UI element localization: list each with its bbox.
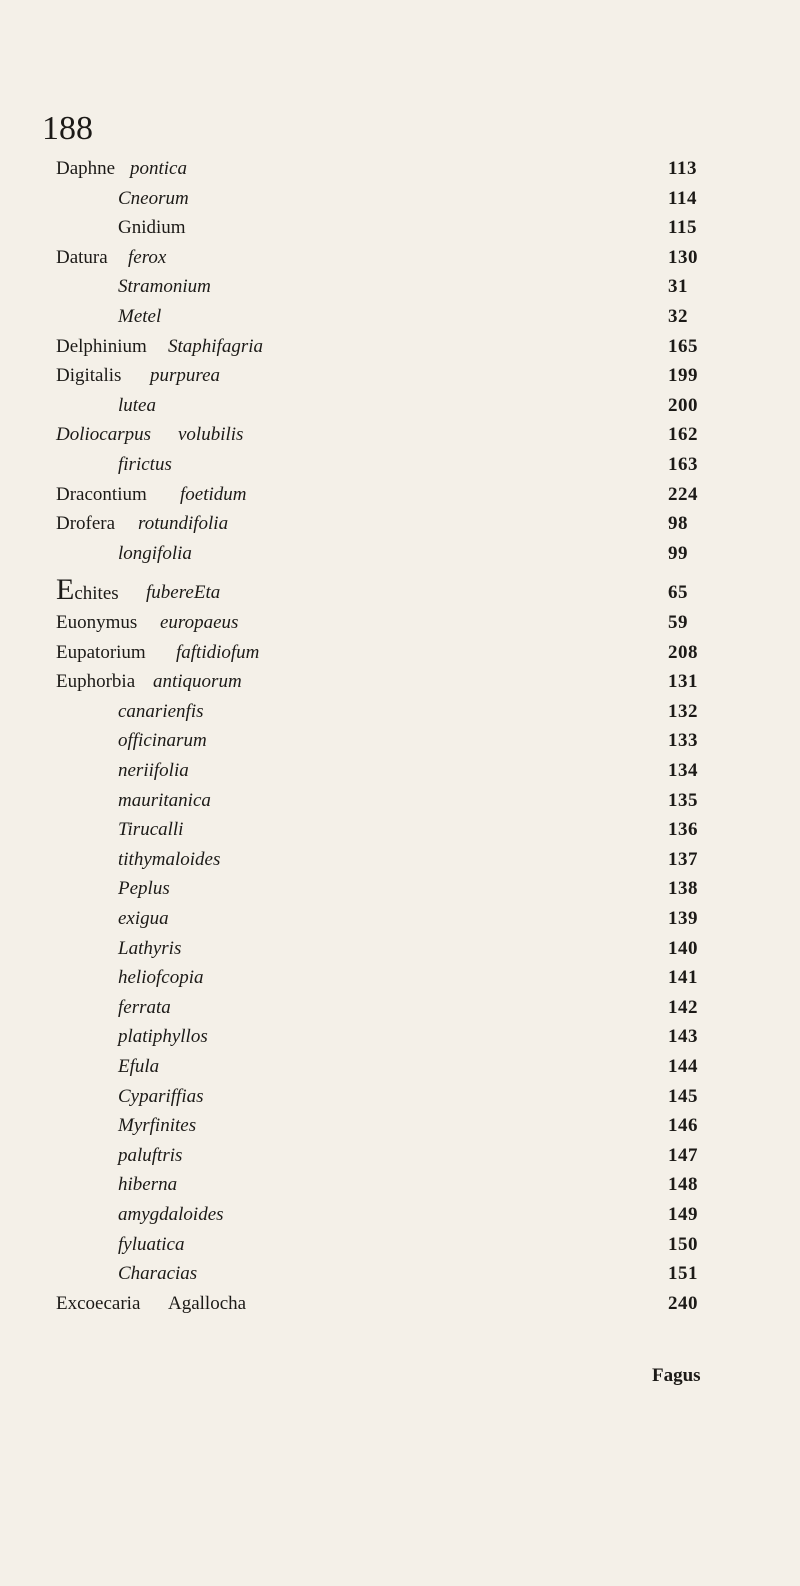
species-name: ferox [128,247,167,268]
genus-text: Daphne [56,158,116,179]
page-reference: 59 [668,612,688,633]
index-row [0,936,800,962]
species-name: Metel [118,306,162,327]
index-row [0,304,800,330]
genus-name [56,422,151,448]
page-reference: 199 [668,365,698,386]
page-reference: 133 [668,730,698,751]
index-row [0,817,800,843]
species-name: volubilis [178,424,244,445]
genus-name [56,511,115,537]
species-name: ferrata [118,997,171,1018]
index-row [0,422,800,448]
page-reference: 144 [668,1056,698,1077]
genus-name [56,482,147,508]
page-reference: 113 [668,158,697,179]
page-reference: 142 [668,997,698,1018]
page-reference: 145 [668,1086,698,1107]
page-reference: 32 [668,306,688,327]
species-name: canarienfis [118,701,204,722]
species-name: paluftris [118,1145,183,1166]
page-reference: 31 [668,276,688,297]
page-reference: 136 [668,819,698,840]
genus-text: Drofera [56,513,116,534]
species-name: purpurea [150,365,221,386]
index-row [0,393,800,419]
index-row [0,1113,800,1139]
index-row [0,156,800,182]
genus-text: Euphorbia [56,671,136,692]
species-name: Gnidium [118,217,186,238]
index-row [0,1261,800,1287]
page-reference: 162 [668,424,698,445]
index-row [0,699,800,725]
species-name: rotundifolia [138,513,229,534]
page-reference: 149 [668,1204,698,1225]
page-reference: 140 [668,938,698,959]
page-reference: 115 [668,217,697,238]
genus-text: Datura [56,247,108,268]
index-row [0,1084,800,1110]
species-name: officinarum [118,730,207,751]
species-name: hiberna [118,1174,178,1195]
page-reference: 132 [668,701,698,722]
index-row [0,1143,800,1169]
species-name: longifolia [118,543,192,564]
page-reference: 224 [668,484,698,505]
index-row [0,541,800,567]
page-reference: 200 [668,395,698,416]
species-name: Cypariffias [118,1086,204,1107]
index-row [0,640,800,666]
species-name: Staphifagria [168,336,264,357]
genus-name [56,640,146,666]
page-reference: 151 [668,1263,698,1284]
index-row [0,363,800,389]
genus-name [56,573,119,607]
page-number: 188 [42,110,93,147]
page-reference: 148 [668,1174,698,1195]
index-row [0,906,800,932]
page-reference: 135 [668,790,698,811]
index-row [0,1232,800,1258]
species-name: firictus [118,454,172,475]
page-reference: 163 [668,454,698,475]
index-row [0,1024,800,1050]
page-reference: 150 [668,1234,698,1255]
genus-text: Euonymus [56,612,138,633]
page-reference: 131 [668,671,698,692]
genus-name [56,669,135,695]
species-name: Agallocha [168,1293,247,1314]
genus-text: chites [74,583,119,604]
species-name: Stramonium [118,276,211,297]
page-reference: 240 [668,1293,698,1314]
species-name: Myrfinites [118,1115,197,1136]
index-row [0,965,800,991]
page-reference: 138 [668,878,698,899]
page-reference: 134 [668,760,698,781]
page-reference: 147 [668,1145,698,1166]
species-name: pontica [130,158,187,179]
species-name: amygdaloides [118,1204,224,1225]
page-reference: 165 [668,336,698,357]
species-name: platiphyllos [118,1026,208,1047]
index-row [0,482,800,508]
index-row [0,573,800,606]
species-name: fyluatica [118,1234,185,1255]
index-row [0,452,800,478]
species-name: heliofcopia [118,967,204,988]
species-name: Cneorum [118,188,189,209]
genus-text: Dracontium [56,484,147,505]
index-row [0,215,800,241]
page-reference: 98 [668,513,688,534]
genus-name [56,334,147,360]
species-name: tithymaloides [118,849,221,870]
species-name: fubereEta [146,582,221,603]
catchword: Fagus [652,1365,701,1386]
index-row [0,1054,800,1080]
genus-text: Excoecaria [56,1293,141,1314]
index-row [0,876,800,902]
index-row [0,274,800,300]
species-name: foetidum [180,484,247,505]
species-name: exigua [118,908,169,929]
genus-name [56,1291,140,1317]
index-row [0,610,800,636]
page-reference: 130 [668,247,698,268]
genus-name [56,156,115,182]
species-name: Peplus [118,878,170,899]
genus-name [56,363,121,389]
genus-text: Digitalis [56,365,122,386]
index-row [0,847,800,873]
index-row [0,1202,800,1228]
index-row [0,245,800,271]
species-name: lutea [118,395,156,416]
index-row [0,334,800,360]
page-reference: 141 [668,967,698,988]
index-row [0,788,800,814]
index-row [0,511,800,537]
page-reference: 143 [668,1026,698,1047]
page-reference: 65 [668,582,688,603]
page-reference: 114 [668,188,697,209]
page-reference: 99 [668,543,688,564]
genus-text: Doliocarpus [56,424,151,445]
index-row [0,995,800,1021]
species-name: faftidiofum [176,642,260,663]
index-row [0,1172,800,1198]
page-reference: 146 [668,1115,698,1136]
genus-text: Delphinium [56,336,147,357]
species-name: neriifolia [118,760,189,781]
index-row [0,1291,800,1317]
genus-name [56,610,137,636]
drop-cap: E [56,573,75,606]
index-row [0,186,800,212]
species-name: Characias [118,1263,198,1284]
page-reference: 208 [668,642,698,663]
species-name: europaeus [160,612,239,633]
page-reference: 137 [668,849,698,870]
species-name: antiquorum [153,671,242,692]
species-name: Lathyris [118,938,182,959]
index-row [0,758,800,784]
index-row [0,669,800,695]
genus-name [56,245,108,271]
species-name: mauritanica [118,790,211,811]
index-row [0,728,800,754]
species-name: Efula [118,1056,160,1077]
genus-text: Eupatorium [56,642,146,663]
species-name: Tirucalli [118,819,184,840]
page-reference: 139 [668,908,698,929]
